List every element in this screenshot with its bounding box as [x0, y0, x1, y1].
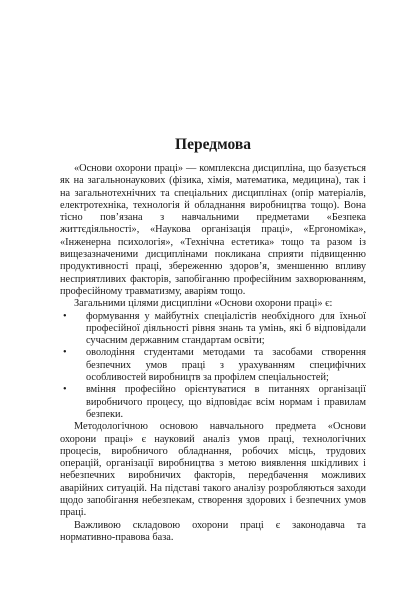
list-item: [60, 347, 366, 384]
paragraph-intro: «Основи охорони праці» — комплексна дисципліна, що базується як на загальнонаукових (фізика, хімія, математика, медицина), так і на загальнотехнічних та спеціальних дисциплінах (опір матеріалів, електротехніка, технологія й обладнання виробництва тощо). Вона тісно пов’язана з навчальними предметами «Безпека життєдіяльності», «Наукова організація праці», «Ергономіка», «Інженерна психологія», «Технічна естетика» тощо та разом із вищезазначеними дисциплінами покликана сприяти підвищенню продуктивності праці, збереженню здоров’я, зменшенню впливу несприятливих факторів, запобіганню професійним захворюванням, професійному травматизму, аваріям тощо.: [60, 163, 366, 297]
paragraph-goals-lead: Загальними цілями дисципліни «Основи охорони праці» є:: [74, 298, 333, 310]
body-text: [60, 163, 366, 544]
bullet-icon: •: [63, 347, 67, 359]
bullet-icon: •: [63, 384, 67, 396]
list-item: [60, 311, 366, 348]
list-item-text: формування у майбутніх спеціалістів необхідного для їхньої професійної діяльності рівня знань та умінь, які б відповідали сучасним державним стандартам освіти;: [86, 310, 366, 347]
list-item-text: вміння професійно орієнтуватися в питаннях організації виробничого процесу, що відповідає всім нормам і правилам безпеки.: [86, 384, 366, 420]
list-item: [60, 384, 366, 421]
bullet-icon: •: [63, 310, 67, 322]
goals-list: [60, 311, 366, 422]
list-item-text: оволодіння студентами методами та засобами створення безпечних умов праці з урахуванням специфічних особливостей виробництв за профілем спеціальностей;: [86, 347, 366, 384]
page-title: Передмова: [175, 136, 251, 153]
document-page: [60, 0, 366, 595]
paragraph-methodology: Методологічною основою навчального предмета «Основи охорони праці» є науковий аналіз умов праці, технологічних процесів, виробничого обладнання, робочих місць, трудових операцій, організації виробництва з метою виявлення шкідливих і небезпечних виробничих факторів, передбачення можливих аварійних ситуацій. На підставі такого аналізу розробляються заходи щодо запобігання небезпекам, створення здорових і безпечних умов праці.: [60, 421, 366, 519]
paragraph-legal-base: Важливою складовою охорони праці є законодавча та нормативно-правова база.: [60, 519, 366, 543]
